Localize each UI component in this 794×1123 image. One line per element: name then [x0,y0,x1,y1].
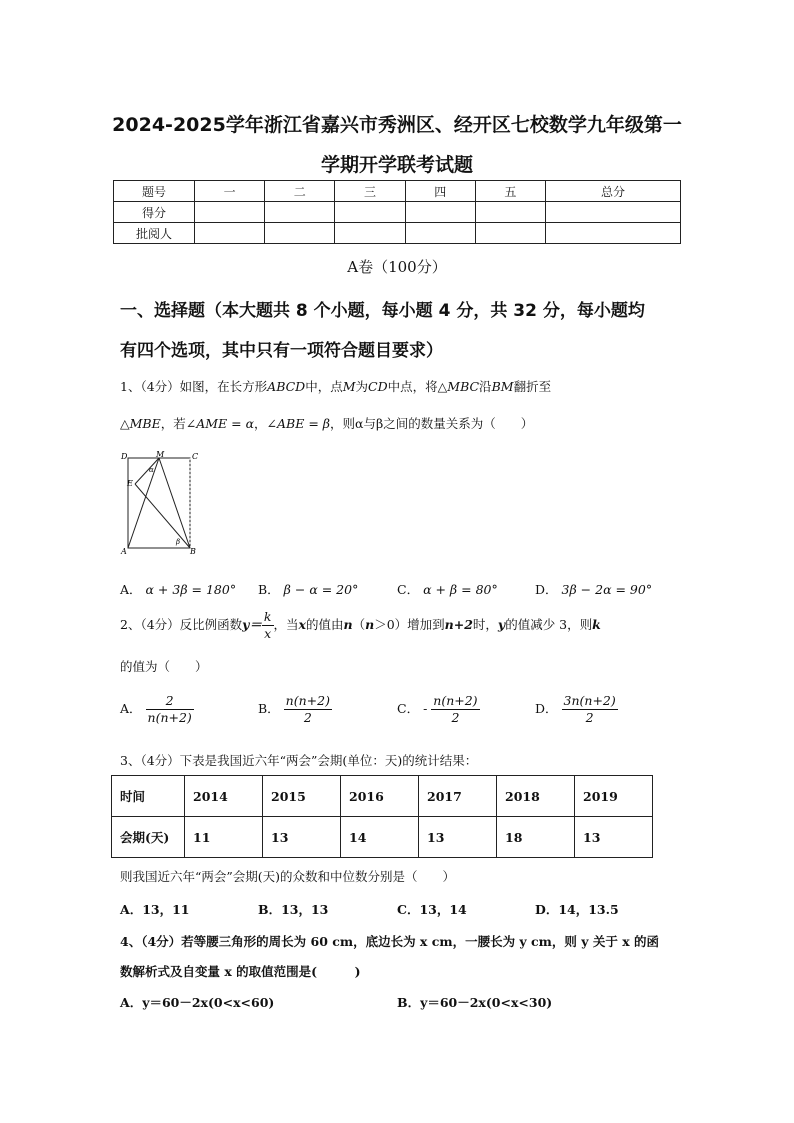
table-cell: 14 [341,817,419,858]
score-cell[interactable] [195,223,265,244]
q1-var: MBC [447,379,480,394]
q1-text: ，则α与β之间的数量关系为（ ） [330,416,534,431]
score-cell[interactable] [475,223,545,244]
q1-text: 中点，将△ [387,379,448,394]
label-a: A [121,547,127,556]
q3-data-table [111,775,653,858]
segment-bm [159,458,190,548]
q1-var: BM [491,379,514,394]
score-header-cell: 五 [475,181,545,202]
table-cell: 18 [497,817,575,858]
option-text: 14，13.5 [558,902,619,917]
title-line-2: 学期开学联考试题 [320,154,473,176]
option-label: A． [120,902,143,917]
score-table-row [114,223,681,244]
title-line-1: 2024-2025学年浙江省嘉兴市秀洲区、经开区七校数学九年级第一 [112,114,682,136]
table-cell: 2018 [497,776,575,817]
option-label: A． [120,582,142,597]
q4-option-a[interactable] [120,993,274,1011]
option-label: C． [397,902,420,917]
q2-text: 2、（4分）反比例函数 [120,617,243,632]
option-text: y＝60－2x(0<x<30) [420,995,553,1010]
segment-am [128,458,159,548]
fraction-numerator: n(n+2) [433,693,478,708]
option-fraction [284,693,332,726]
table-row [112,776,653,817]
option-text: 13，13 [281,902,329,917]
q2-var: n+2 [444,617,473,632]
q1-text: 沿 [479,379,492,394]
option-text: 13，11 [142,902,190,917]
q1-line-1 [120,377,551,395]
q2-line-1 [120,609,601,642]
score-header-cell: 一 [195,181,265,202]
label-c: C [192,452,199,461]
q1-var: ABE = β [277,416,331,431]
label-d: D [121,452,128,461]
fraction-denominator: 2 [451,710,460,725]
fraction-numerator: 3n(n+2) [563,693,616,708]
option-label: B． [258,902,282,917]
fraction-numerator: 2 [146,693,194,710]
score-cell[interactable] [265,202,335,223]
q1-var: AME = α [196,416,255,431]
q1-text: ，若∠ [160,416,197,431]
q1-var: M [342,379,356,394]
score-table [113,180,681,244]
q3-question-intro: 3、（4分）下表是我国近六年“两会”会期(单位：天)的统计结果： [120,753,478,768]
table-cell: 2014 [185,776,263,817]
table-cell: 时间 [112,776,185,817]
q1-text: 为 [355,379,369,394]
q1-line-2 [120,414,533,432]
q2-var: x [298,617,306,632]
option-label: C． [397,701,420,716]
volume-label: A卷（100分） [347,258,447,276]
q1-text: △ [120,416,130,431]
q3-question: 则我国近六年“两会”会期(天)的众数和中位数分别是（ ） [120,869,456,884]
option-label: D． [535,582,558,597]
q3-option-d[interactable] [535,900,619,918]
option-label: D． [535,701,558,716]
label-alpha: α [149,466,154,474]
option-label: C． [397,582,420,597]
fraction-numerator: n(n+2) [285,693,330,708]
segment-eb [135,484,190,548]
option-text: β − α = 20° [283,582,359,597]
option-fraction [146,693,194,726]
score-table-header-row [114,181,681,202]
score-header-cell: 总分 [546,181,681,202]
q1-option-c[interactable] [397,580,498,598]
q2-text: 的值由 [305,617,344,632]
option-text: y＝60－2x(0<x<60) [142,995,275,1010]
score-cell[interactable] [405,202,475,223]
option-label: B． [258,582,280,597]
rectangle-abcd [128,458,190,548]
q2-fraction [262,609,274,642]
q2-option-c[interactable] [397,693,480,726]
q1-var: MBE [129,416,161,431]
table-cell: 会期(天) [112,817,185,858]
q4-line-1: 4、（4分）若等腰三角形的周长为 60 cm，底边长为 x cm，一腰长为 y cm，则 y 关于 x 的函 [120,934,660,949]
section-heading-line-2: 有四个选项，其中只有一项符合题目要求） [120,341,443,361]
q1-text: ，∠ [254,416,278,431]
q2-var: n [365,617,375,632]
score-header-cell: 二 [265,181,335,202]
table-cell: 11 [185,817,263,858]
score-header-cell: 四 [405,181,475,202]
q2-var: k [592,617,601,632]
option-text: 3β − 2α = 90° [561,582,653,597]
q3-option-c[interactable] [397,900,467,918]
option-label: D． [535,902,559,917]
option-label: B． [397,995,421,1010]
score-header-cell: 题号 [114,181,195,202]
label-b: B [190,547,196,556]
option-text: 13，14 [419,902,467,917]
score-cell[interactable] [335,223,405,244]
table-cell: 2016 [341,776,419,817]
option-text: α + 3β = 180° [145,582,237,597]
q1-text: 中，点 [305,379,343,394]
score-cell[interactable] [265,223,335,244]
option-label: A． [120,701,142,716]
score-cell[interactable] [546,202,681,223]
q1-var: ABCD [267,379,306,394]
fraction-denominator: 2 [303,710,312,725]
q1-text: 1、（4分）如图，在长方形 [120,379,268,394]
fraction-numerator: k [263,609,272,624]
table-cell: 2015 [263,776,341,817]
q4-option-b[interactable] [397,993,552,1011]
table-cell: 13 [419,817,497,858]
q1-var: CD [368,379,388,394]
section-heading-line-1: 一、选择题（本大题共 8 个小题，每小题 4 分，共 32 分，每小题均 [120,301,645,321]
q2-text: （ [352,617,366,632]
option-fraction [562,693,618,726]
fraction-denominator: 2 [585,710,594,725]
q2-var: y＝ [242,617,262,632]
q2-text: ，当 [273,617,299,632]
segment-me [135,458,159,484]
label-e: E [127,479,133,488]
option-sign: - [423,701,428,716]
q2-var: n [343,617,353,632]
score-cell[interactable] [335,202,405,223]
q2-var: y [497,617,506,632]
q2-option-b[interactable] [258,693,332,726]
q2-line-2: 的值为（ ） [120,659,208,674]
q4-line-2: 数解析式及自变量 x 的取值范围是( ) [120,964,361,979]
score-cell[interactable] [405,223,475,244]
q1-geometry-figure [118,448,210,560]
table-cell: 2019 [575,776,653,817]
table-cell: 13 [263,817,341,858]
option-text: α + β = 80° [423,582,498,597]
score-header-cell: 三 [335,181,405,202]
score-row-label: 批阅人 [114,223,195,244]
q2-option-d[interactable] [535,693,618,726]
label-beta: β [176,538,181,546]
option-label: B． [258,701,280,716]
fraction-denominator: x [264,626,272,641]
q3-option-a[interactable] [120,900,190,918]
q2-text: 的值减少 3，则 [505,617,593,632]
q1-text: 翻折至 [513,379,552,394]
label-m: M [156,450,165,459]
q1-option-d[interactable] [535,580,652,598]
q2-text: 时， [472,617,498,632]
q1-option-b[interactable] [258,580,358,598]
q1-option-a[interactable] [120,580,236,598]
option-label: A． [120,995,143,1010]
q2-option-a[interactable] [120,693,194,726]
table-cell: 2017 [419,776,497,817]
score-row-label: 得分 [114,202,195,223]
score-cell[interactable] [475,202,545,223]
option-fraction [431,693,479,726]
q3-option-b[interactable] [258,900,328,918]
table-cell: 13 [575,817,653,858]
score-table-row [114,202,681,223]
q2-text: ＞0）增加到 [374,617,445,632]
table-row [112,817,653,858]
fraction-denominator: n(n+2) [147,710,192,725]
score-cell[interactable] [546,223,681,244]
score-cell[interactable] [195,202,265,223]
